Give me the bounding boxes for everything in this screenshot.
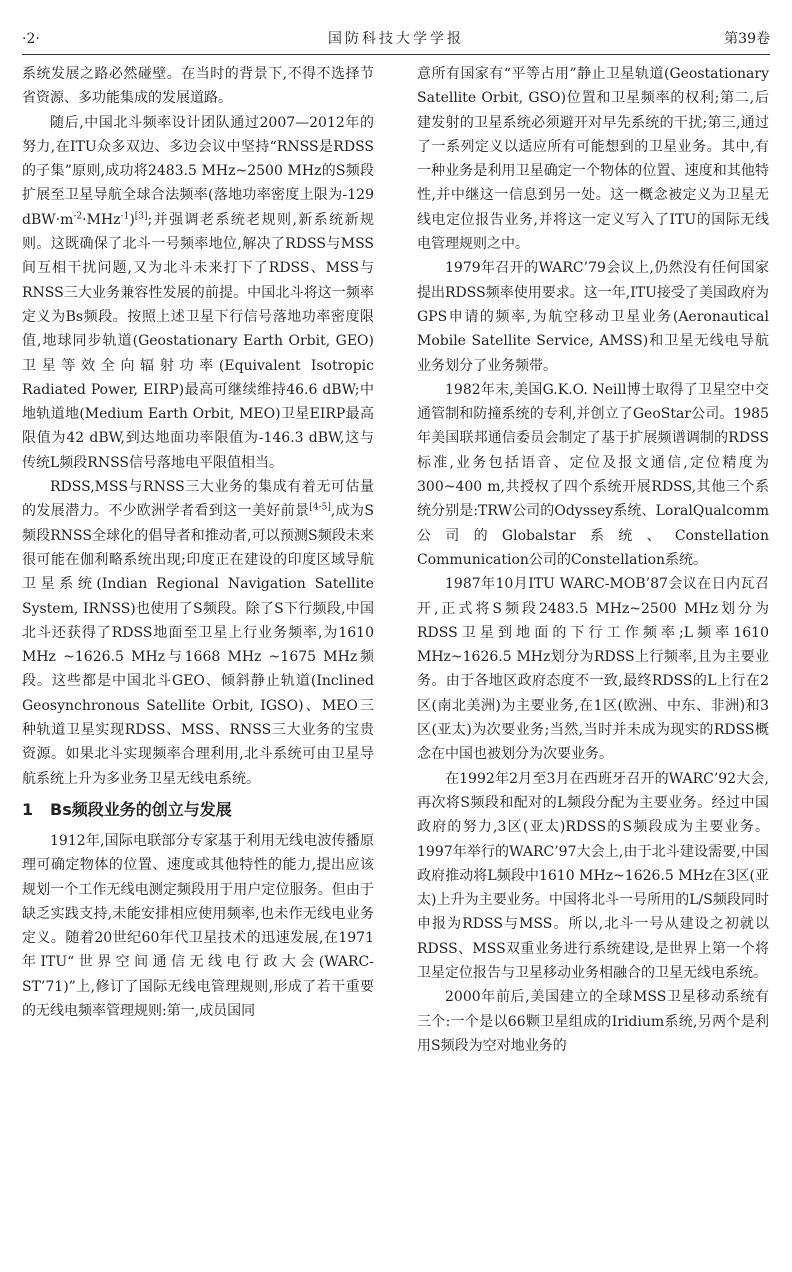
- paragraph: 2000年前后,美国建立的全球MSS卫星移动系统有三个:一个是以66颗卫星组成的Iridium系统,另两个是利用S频段为空对地业务的: [417, 989, 769, 1054]
- text-run: ·MHz: [82, 211, 121, 228]
- paragraph: [22, 475, 374, 791]
- right-column: [417, 62, 769, 1058]
- journal-title: 国防科技大学学报: [328, 31, 464, 47]
- paragraph: 1979年召开的WARC’79会议上,仍然没有任何国家提出RDSS频率使用要求。这一年,ITU接受了美国政府为GPS申请的频率,为航空移动卫星业务(Aeronautical Mobile Satellite Service, AMSS)和卫星无线电导航业务划分了业务频带。: [417, 260, 769, 374]
- superscript: -1: [120, 211, 130, 222]
- text-run: RDSS,MSS与RNSS三大业务的集成有着无可估量的发展潜力。不少欧洲学者看到这一美好前景: [22, 479, 374, 520]
- superscript: -2: [73, 211, 83, 222]
- page-number: ·2·: [22, 31, 40, 47]
- paragraph: 1912年,国际电联部分专家基于利用无线电波传播原理可确定物体的位置、速度或其他特性的能力,提出应该规划一个工作无线电测定频段用于用户定位服务。但由于缺乏实践支持,未能安排相应使用频率,也未作无线电业务定义。随着20世纪60年代卫星技术的迅速发展,在1971年ITU“世界空间通信无线电行政大会(WARC-ST’71)”上,修订了国际无线电管理规则,形成了若干重要的无线电频率管理规则:第一,成员国同: [22, 832, 374, 1019]
- text-run: ): [129, 211, 135, 228]
- paragraph: 意所有国家有“平等占用”静止卫星轨道(Geostationary Satellite Orbit, GSO)位置和卫星频率的权利;第二,后建发射的卫星系统必须避开对早先系统的干扰;第三,通过了一系列定义以适应所有可能想到的卫星业务。其中,有一种业务是利用卫星确定一个物体的位置、速度和其他特性,并中继这一信息到另一处。这一概念被定义为卫星无线电定位报告业务,并将这一定义写入了ITU的国际无线电管理规则之中。: [417, 66, 769, 253]
- section-number: 1: [22, 799, 34, 819]
- citation-ref: [4-5]: [309, 502, 331, 513]
- section-title: Bs频段业务的创立与发展: [50, 799, 232, 819]
- section-heading: [22, 797, 374, 823]
- text-run: 随后,中国北斗频率设计团队通过2007—2012年的努力,在ITU众多双边、多边会议中坚持“RNSS是RDSS的子集”原则,成功将2483.5 MHz~2500 MHz的S频段扩展至卫星导航全球合法频率(落地功率密度上限为-129 dBW·m: [22, 114, 374, 228]
- citation-ref: [3]: [134, 211, 148, 222]
- left-column: [22, 62, 374, 1023]
- text-run: ;并强调老系统老规则,新系统新规则。这既确保了北斗一号频率地位,解决了RDSS与MSS间互相干扰问题,又为北斗未来打下了RDSS、MSS与RNSS三大业务兼容性发展的前提。中国北斗将这一频率定义为Bs频段。按照上述卫星下行信号落地功率密度限值,地球同步轨道(Geostationary Earth Orbit, GEO)卫星等效全向辐射功率(Equivalent Isotropic Radiated Power, EIRP)最高可继续维持46.6 dBW;中地轨道地(Medium Earth Orbit, MEO)卫星EIRP最高限值为42 dBW,到达地面功率限值为-146.3 dBW,这与传统L频段RNSS信号落地电平限值相当。: [22, 211, 374, 471]
- paragraph: 1987年10月ITU WARC-MOB’87会议在日内瓦召开,正式将S频段2483.5 MHz~2500 MHz划分为RDSS卫星到地面的下行工作频率;L频率1610 MHz~1626.5 MHz划分为RDSS上行频率,且为主要业务。由于各地区政府态度不一致,最终RDSS的L上行在2区(南北美洲)为主要业务,在1区(欧洲、中东、非洲)和3区(亚太)为次要业务;当然,当时并未成为现实的RDSS概念在中国也被划分为次要业务。: [417, 576, 769, 763]
- paragraph: 1982年末,美国G.K.O. Neill博士取得了卫星空中交通管制和防撞系统的专利,并创立了GeoStar公司。1985年美国联邦通信委员会制定了基于扩展频谱调制的RDSS标准,业务包括语音、定位及报文通信,定位精度为300~400 m,共授权了四个系统开展RDSS,其他三个系统分别是:TRW公司的Odyssey系统、LoralQualcomm公司的Globalstar系统、Constellation Communication公司的Constellation系统。: [417, 381, 769, 568]
- paragraph: [22, 111, 374, 475]
- text-run: ,成为S频段RNSS全球化的倡导者和推动者,可以预测S频段未来很可能在伽利略系统出现;印度正在建设的印度区域导航卫星系统(Indian Regional Navigation Satellite System, IRNSS)也使用了S频段。除了S下行频段,中国北斗还获得了RDSS地面至卫星上行业务频率,为1610 MHz ~1626.5 MHz与1668 MHz ~1675 MHz频段。这些都是中国北斗GEO、倾斜静止轨道(Inclined Geosynchronous Satellite Orbit, IGSO)、MEO三种轨道卫星实现RDSS、MSS、RNSS三大业务的宝贵资源。如果北斗实现频率合理利用,北斗系统可由卫星导航系统上升为多业务卫星无线电系统。: [22, 503, 375, 787]
- paragraph: 在1992年2月至3月在西班牙召开的WARC’92大会,再次将S频段和配对的L频段分配为主要业务。经过中国政府的努力,3区(亚太)RDSS的S频段成为主要业务。1997年举行的WARC’97大会上,由于北斗建设需要,中国政府推动将L频段中1610 MHz~1626.5 MHz在3区(亚太)上升为主要业务。中国将北斗一号所用的L/S频段同时申报为RDSS与MSS。所以,北斗一号从建设之初就以RDSS、MSS双重业务进行系统建设,是世界上第一个将卫星定位报告与卫星移动业务相融合的卫星无线电系统。: [417, 770, 769, 981]
- volume-label: 第39卷: [724, 31, 770, 47]
- page-header: [22, 24, 770, 55]
- paragraph: 系统发展之路必然碰壁。在当时的背景下,不得不选择节省资源、多功能集成的发展道路。: [22, 66, 374, 107]
